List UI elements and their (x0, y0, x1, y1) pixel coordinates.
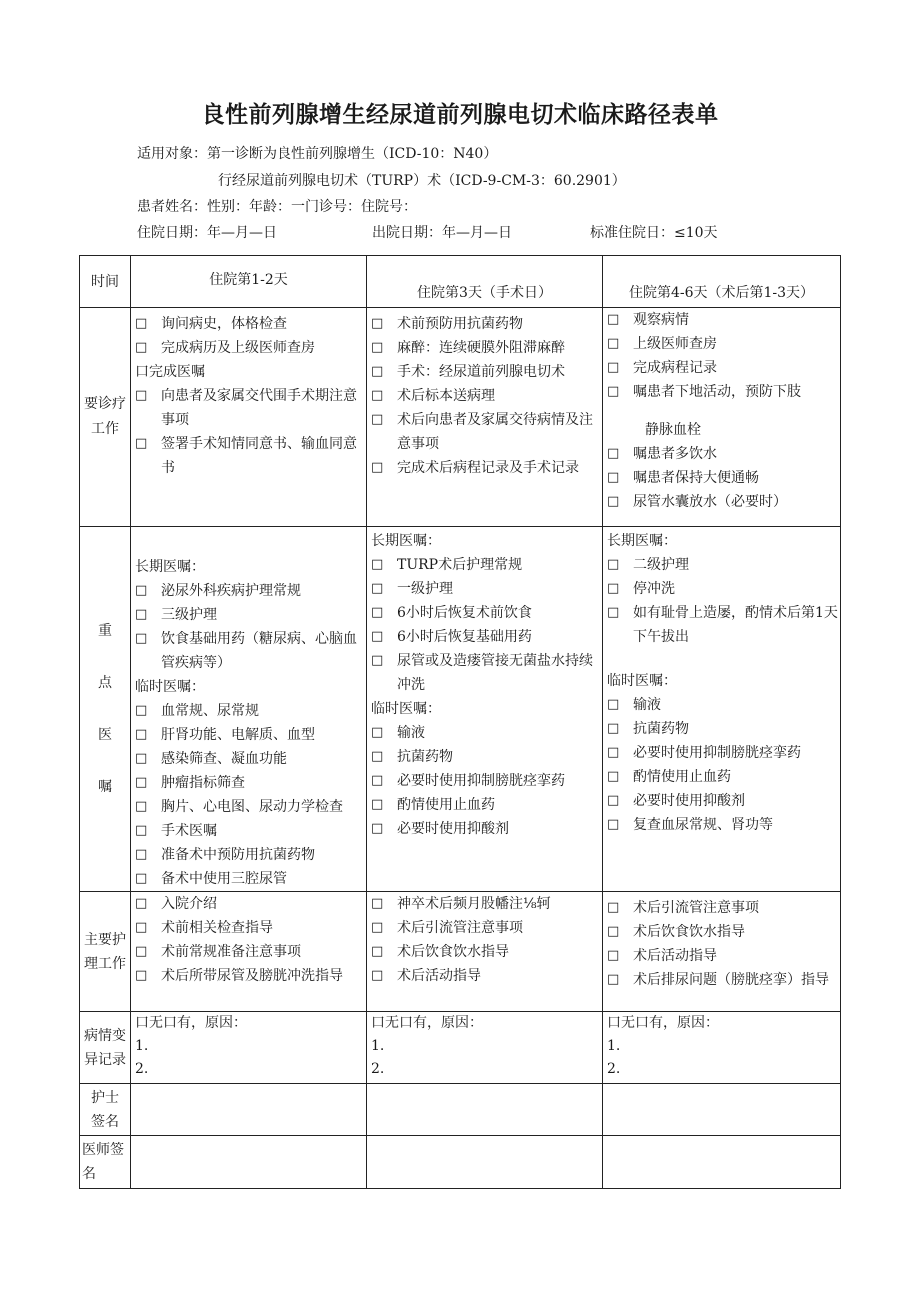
checklist-item (135, 723, 364, 747)
item-text: 嘱患者保持大便通畅 (633, 470, 759, 486)
checkbox-icon[interactable]: □ (135, 340, 148, 355)
orders-day1-2 (131, 527, 366, 891)
checklist-item (135, 867, 364, 891)
orders-row (80, 527, 841, 892)
checklist-item (607, 577, 838, 601)
item-text: 准备术中预防用抗菌药物 (161, 847, 315, 863)
checklist-item (371, 625, 600, 649)
header-day4-6: 住院第4-6天（术后第1-3天） (603, 256, 841, 308)
plain-line: 临时医嘱： (607, 673, 677, 689)
checklist-item (607, 466, 838, 490)
checkbox-icon[interactable]: □ (135, 871, 148, 886)
variation-day1-2: 口无口有，原因： 1. 2. (135, 1015, 247, 1077)
checklist-item (135, 940, 364, 964)
item-text: 酌情使用止血药 (397, 797, 495, 813)
orders-day4-6 (603, 527, 840, 837)
label-nursing: 主要护理工作 (80, 892, 131, 1012)
checkbox-icon[interactable]: □ (607, 605, 620, 620)
checklist-item (607, 944, 838, 968)
item-text: 术前常规准备注意事项 (161, 944, 301, 960)
checklist-item (371, 649, 600, 697)
checklist-item (135, 336, 364, 360)
checkbox-icon[interactable]: □ (607, 769, 620, 784)
item-text: 静脉血栓 (645, 422, 701, 438)
checkbox-icon[interactable]: □ (371, 797, 384, 812)
checkbox-icon[interactable]: □ (135, 751, 148, 766)
item-text: 神卒术后频月股幡注⅛轲 (397, 896, 551, 912)
checkbox-icon[interactable]: □ (607, 446, 620, 461)
item-text: 酌情使用止血药 (633, 769, 731, 785)
item-text: 术后向患者及家属交待病情及注意事项 (397, 412, 593, 452)
item-text: 抗菌药物 (633, 721, 689, 737)
label-doctor-sign: 医师签名 (80, 1136, 131, 1189)
checkbox-icon[interactable]: □ (135, 896, 148, 911)
checkbox-icon[interactable]: □ (135, 968, 148, 983)
nursing-row (80, 892, 841, 1012)
item-text: 完成病历及上级医师查房 (161, 340, 315, 356)
checklist-item (607, 356, 838, 380)
item-text: 尿管水囊放水（必要时） (633, 494, 787, 510)
checkbox-icon[interactable]: □ (607, 817, 620, 832)
checkbox-icon[interactable]: □ (607, 972, 620, 987)
item-text: TURP术后护理常规 (397, 557, 523, 573)
item-text: 术后引流管注意事项 (397, 920, 523, 936)
checkbox-icon[interactable]: □ (607, 948, 620, 963)
checklist-item (135, 432, 364, 480)
checkbox-icon[interactable]: □ (607, 924, 620, 939)
item-text: 如有耻骨上造屡，酌情术后第1天下午拔出 (633, 605, 838, 645)
checkbox-icon[interactable]: □ (135, 920, 148, 935)
checkbox-icon[interactable]: □ (607, 360, 620, 375)
item-text: 术后标本送病理 (397, 388, 495, 404)
header-day1-2: 住院第1-2天 (131, 256, 367, 308)
checkbox-icon[interactable]: □ (371, 968, 384, 983)
checklist-item (607, 693, 838, 717)
checkbox-icon[interactable]: □ (135, 823, 148, 838)
item-text: 术后所带尿管及膀胱冲洗指导 (161, 968, 343, 984)
checklist-item (135, 771, 364, 795)
checklist-item (371, 601, 600, 625)
admission-date: 住院日期：年—月—日 (137, 225, 277, 241)
checkbox-icon[interactable]: □ (371, 340, 384, 355)
item-text: 二级护理 (633, 557, 689, 573)
item-text: 完成病程记录 (633, 360, 717, 376)
checklist-item (371, 721, 600, 745)
checklist-item (135, 579, 364, 603)
checkbox-icon[interactable]: □ (371, 896, 384, 911)
item-text: 完成术后病程记录及手术记录 (397, 460, 579, 476)
checklist-item (371, 940, 600, 964)
item-text: 必要时使用抑酸剂 (633, 793, 745, 809)
checklist-item (371, 964, 600, 988)
plain-line: 长期医嘱： (607, 533, 677, 549)
checkbox-icon[interactable]: □ (371, 316, 384, 331)
checkbox-icon[interactable]: □ (135, 727, 148, 742)
checklist-item (135, 916, 364, 940)
checkbox-icon[interactable]: □ (371, 364, 384, 379)
item-text: 输液 (633, 697, 661, 713)
item-text: 6小时后恢复基础用药 (397, 629, 532, 645)
discharge-date: 出院日期：年—月—日 (372, 225, 512, 241)
checklist-item (135, 699, 364, 723)
checkbox-icon[interactable]: □ (607, 745, 620, 760)
checkbox-icon[interactable]: □ (135, 944, 148, 959)
checkbox-icon[interactable]: □ (371, 412, 384, 427)
item-text: 手术：经尿道前列腺电切术 (397, 364, 565, 380)
checkbox-icon[interactable]: □ (607, 494, 620, 509)
nurse-sign-day1-2[interactable] (131, 1084, 367, 1136)
item-text: 6小时后恢复术前饮食 (397, 605, 532, 621)
item-text: 饮食基础用药（糖尿病、心脑血管疾病等） (161, 631, 357, 671)
checklist-item (607, 813, 838, 837)
checkbox-icon[interactable]: □ (135, 799, 148, 814)
checklist-item (135, 384, 364, 432)
checkbox-icon[interactable]: □ (607, 581, 620, 596)
item-text: 必要时使用抑酸剂 (397, 821, 509, 837)
checklist-item (607, 968, 838, 992)
checklist-item (371, 456, 600, 480)
diagnosis-day4-6 (603, 308, 840, 516)
checklist-item (607, 765, 838, 789)
checkbox-icon[interactable]: □ (371, 944, 384, 959)
item-text: 询问病史，体格检查 (161, 316, 287, 332)
checklist-item (135, 795, 364, 819)
checklist-item (135, 627, 364, 675)
item-text: 血常规、尿常规 (161, 703, 259, 719)
checklist-item (371, 916, 600, 940)
label-diagnosis: 要诊疗工作 (80, 308, 131, 527)
item-text: 泌尿外科疾病护理常规 (161, 583, 301, 599)
checklist-item (607, 308, 838, 332)
checklist-item (135, 603, 364, 627)
label-variation: 病情变异记录 (80, 1012, 131, 1084)
checklist-item (371, 312, 600, 336)
variation-day3: 口无口有，原因： 1. 2. (371, 1015, 483, 1077)
doctor-sign-day1-2[interactable] (131, 1136, 367, 1189)
checkbox-icon[interactable]: □ (135, 388, 148, 403)
checklist-item (371, 793, 600, 817)
checklist-item (371, 408, 600, 456)
checkbox-icon[interactable]: □ (371, 821, 384, 836)
item-text: 输液 (397, 725, 425, 741)
item-text: 术前预防用抗菌药物 (397, 316, 523, 332)
item-text: 向患者及家属交代围手术期注意事项 (161, 388, 357, 428)
checkbox-icon[interactable]: □ (607, 470, 620, 485)
standard-stay: 标准住院日：≤10天 (590, 225, 718, 241)
item-text: 术前相关检查指导 (161, 920, 273, 936)
item-text: 观察病情 (633, 312, 689, 328)
applicable-object: 适用对象：第一诊断为良性前列腺增生（ICD-10：N40） (137, 146, 498, 162)
item-text: 术后饮食饮水指导 (633, 924, 745, 940)
checkbox-icon[interactable]: □ (607, 721, 620, 736)
checklist-item (135, 964, 364, 988)
checkbox-icon[interactable]: □ (371, 749, 384, 764)
diagnosis-day3 (367, 308, 602, 526)
item-text: 肝肾功能、电解质、血型 (161, 727, 315, 743)
checkbox-icon[interactable]: □ (371, 653, 384, 668)
item-text: 术后活动指导 (397, 968, 481, 984)
checkbox-icon[interactable]: □ (607, 793, 620, 808)
checkbox-icon[interactable]: □ (371, 388, 384, 403)
item-text: 手术医嘱 (161, 823, 217, 839)
checklist-item (607, 896, 838, 920)
variation-day4-6: 口无口有，原因： 1. 2. (607, 1015, 719, 1077)
checklist-item (607, 332, 838, 356)
checklist-item (607, 380, 838, 404)
checkbox-icon[interactable]: □ (135, 607, 148, 622)
item-text: 术后排尿问题（膀胱痉挛）指导 (633, 972, 829, 988)
item-text: 嘱患者下地活动，预防下肢 (633, 384, 801, 400)
nursing-day4-6 (603, 892, 840, 992)
nursing-day1-2 (131, 892, 366, 988)
header-time: 时间 (80, 256, 131, 308)
checkbox-icon[interactable]: □ (135, 316, 148, 331)
checkbox-icon[interactable]: □ (371, 629, 384, 644)
checklist-item (607, 741, 838, 765)
checklist-item (371, 817, 600, 841)
checkbox-icon[interactable]: □ (371, 460, 384, 475)
item-text: 嘱患者多饮水 (633, 446, 717, 462)
checklist-item (371, 745, 600, 769)
variation-row (80, 1012, 841, 1084)
patient-info-line: 患者姓名：性别：年龄：一门诊号：住院号： (137, 199, 417, 215)
checkbox-icon[interactable]: □ (135, 703, 148, 718)
doctor-sign-row (80, 1136, 841, 1189)
item-text: 入院介绍 (161, 896, 217, 912)
checklist-item (607, 717, 838, 741)
checkbox-icon[interactable]: □ (371, 605, 384, 620)
item-text: 胸片、心电图、尿动力学检查 (161, 799, 343, 815)
checklist-item (371, 769, 600, 793)
item-text: 停冲洗 (633, 581, 675, 597)
checklist-item (607, 920, 838, 944)
checkbox-icon[interactable]: □ (135, 775, 148, 790)
checkbox-icon[interactable]: □ (371, 557, 384, 572)
checkbox-icon[interactable]: □ (607, 900, 620, 915)
checklist-item (135, 747, 364, 771)
checkbox-icon[interactable]: □ (371, 725, 384, 740)
plain-line: 口完成医嘱 (135, 364, 205, 380)
checklist-item (135, 312, 364, 336)
item-text: 术后饮食饮水指导 (397, 944, 509, 960)
checklist-item (371, 577, 600, 601)
checklist-item (371, 336, 600, 360)
nurse-sign-day4-6[interactable] (603, 1084, 841, 1136)
checkbox-icon[interactable]: □ (607, 557, 620, 572)
checkbox-icon[interactable]: □ (135, 583, 148, 598)
nurse-sign-day3[interactable] (367, 1084, 603, 1136)
checklist-item (371, 384, 600, 408)
label-nurse-sign: 护士签名 (80, 1084, 131, 1136)
item-text: 签署手术知情同意书、输血同意书 (161, 436, 357, 476)
item-text: 尿管或及造瘘管接无菌盐水持续冲洗 (397, 653, 593, 693)
procedure-line: 行经尿道前列腺电切术（TURP）术（ICD-9-CM-3：60.2901） (218, 173, 626, 189)
nursing-day3 (367, 892, 602, 988)
item-text: 上级医师查房 (633, 336, 717, 352)
checkbox-icon[interactable]: □ (135, 436, 148, 451)
checklist-item (607, 789, 838, 813)
checkbox-icon[interactable]: □ (135, 847, 148, 862)
checklist-item (607, 490, 838, 514)
checklist-item (371, 892, 600, 916)
checkbox-icon[interactable]: □ (607, 336, 620, 351)
checklist-item (135, 892, 364, 916)
plain-line: 长期医嘱： (135, 559, 205, 575)
checkbox-icon[interactable]: □ (607, 697, 620, 712)
doctor-sign-day3[interactable] (367, 1136, 603, 1189)
orders-day3 (367, 527, 602, 841)
checklist-item (607, 442, 838, 466)
checklist-item (607, 418, 838, 442)
item-text: 抗菌药物 (397, 749, 453, 765)
checkbox-icon[interactable]: □ (135, 631, 148, 646)
item-text: 一级护理 (397, 581, 453, 597)
item-text: 复查血尿常规、肾功等 (633, 817, 773, 833)
item-text: 麻醉：连续硬膜外阻滞麻醉 (397, 340, 565, 356)
clinical-pathway-table (79, 255, 841, 1189)
nurse-sign-row (80, 1084, 841, 1136)
diagnosis-day1-2 (131, 308, 366, 526)
doctor-sign-day4-6[interactable] (603, 1136, 841, 1189)
plain-line: 临时医嘱： (371, 701, 441, 717)
checkbox-icon[interactable]: □ (607, 384, 620, 399)
plain-line: 临时医嘱： (135, 679, 205, 695)
checklist-item (607, 601, 838, 649)
item-text: 术后引流管注意事项 (633, 900, 759, 916)
checkbox-icon[interactable]: □ (371, 920, 384, 935)
item-text: 肿瘤指标筛查 (161, 775, 245, 791)
checklist-item (371, 360, 600, 384)
checklist-item (135, 819, 364, 843)
item-text: 必要时使用抑制膀胱痉挛药 (397, 773, 565, 789)
item-text: 三级护理 (161, 607, 217, 623)
header-row (80, 256, 841, 308)
plain-line: 长期医嘱： (371, 533, 441, 549)
checklist-item (135, 843, 364, 867)
diagnosis-row (80, 308, 841, 527)
checkbox-icon[interactable]: □ (371, 581, 384, 596)
item-text: 必要时使用抑制膀胱痉挛药 (633, 745, 801, 761)
header-day3: 住院第3天（手术日） (367, 256, 603, 308)
checkbox-icon[interactable]: □ (371, 773, 384, 788)
page-title: 良性前列腺增生经尿道前列腺电切术临床路径表单 (201, 102, 719, 128)
item-text: 感染筛查、凝血功能 (161, 751, 287, 767)
item-text: 备术中使用三腔尿管 (161, 871, 287, 887)
checkbox-icon[interactable]: □ (607, 312, 620, 327)
checklist-item (607, 553, 838, 577)
label-orders: 重点医嘱 (80, 527, 131, 892)
item-text: 术后活动指导 (633, 948, 717, 964)
checklist-item (371, 553, 600, 577)
